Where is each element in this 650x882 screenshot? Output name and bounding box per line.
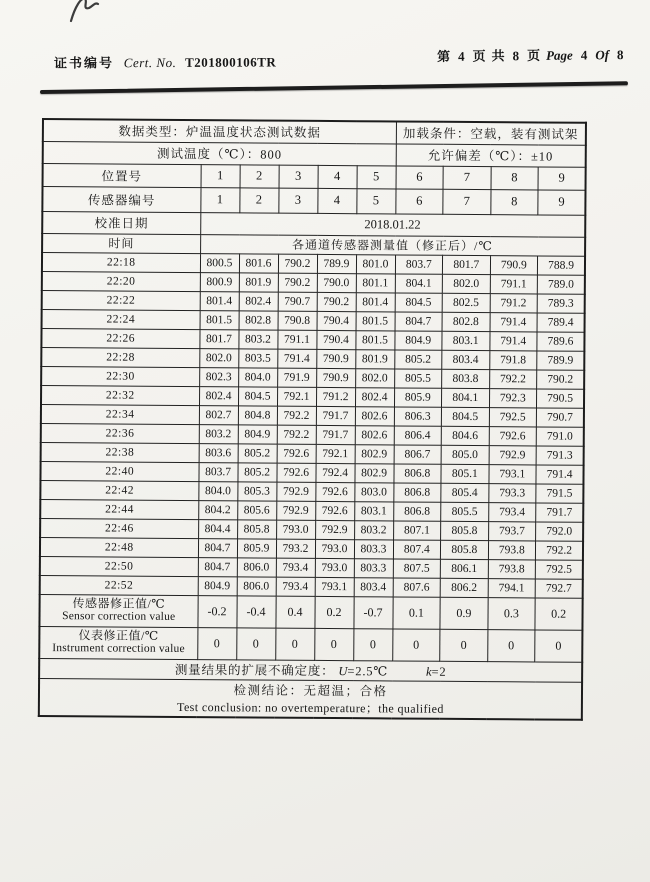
reading-cell: 806.7 — [394, 444, 442, 463]
time-cell: 22:30 — [41, 366, 199, 386]
instrument-correction-value-cell: 0 — [275, 628, 314, 660]
reading-cell: 791.9 — [277, 368, 316, 387]
reading-cell: 789.0 — [537, 274, 585, 293]
time-cell: 22:46 — [40, 518, 198, 538]
data-type-cell: 数据类型：炉温温度状态测试数据 — [43, 119, 396, 143]
reading-cell: 806.3 — [394, 406, 442, 425]
reading-cell: 805.3 — [237, 481, 276, 500]
reading-cell: 791.1 — [277, 330, 316, 349]
reading-cell: 804.1 — [442, 388, 490, 407]
reading-cell: 792.3 — [489, 388, 537, 407]
reading-cell: 802.4 — [239, 291, 278, 310]
sensor-correction-row — [39, 594, 582, 630]
conclusion-en: Test conclusion: no overtemperature；the qualified — [177, 700, 444, 717]
position-number-cell: 5 — [357, 165, 396, 188]
reading-cell: 801.5 — [355, 330, 394, 349]
instrument-correction-value-cell: 0 — [353, 628, 392, 660]
reading-cell: 802.7 — [199, 405, 238, 424]
reading-cell: 803.4 — [442, 350, 490, 369]
reading-cell: 806.8 — [394, 463, 442, 482]
reading-cell: 793.1 — [489, 464, 537, 483]
reading-cell: 805.6 — [237, 500, 276, 519]
conclusion-cell — [39, 678, 582, 720]
reading-cell: 790.2 — [278, 273, 317, 292]
reading-cell: 793.4 — [276, 577, 315, 596]
page-number-line — [433, 44, 628, 65]
reading-cell: 802.9 — [354, 463, 393, 482]
reading-cell: 792.4 — [315, 463, 354, 482]
reading-cell: 803.7 — [198, 462, 237, 481]
instrument-correction-label-zh: 仪表修正值/℃ — [78, 628, 159, 643]
reading-cell: 792.9 — [315, 520, 354, 539]
sensor-correction-label-en: Sensor correction value — [62, 610, 176, 624]
reading-cell: 801.7 — [199, 329, 238, 348]
reading-cell: 792.1 — [277, 387, 316, 406]
sensor-number-cell: 3 — [278, 188, 317, 213]
reading-cell: 804.5 — [441, 407, 489, 426]
position-number-cell: 7 — [443, 166, 491, 189]
reading-cell: 802.8 — [239, 310, 278, 329]
reading-cell: 806.0 — [237, 557, 276, 576]
position-number-cell: 2 — [240, 164, 279, 187]
reading-cell: 806.8 — [393, 482, 441, 501]
reading-cell: 804.7 — [198, 538, 237, 557]
uncertainty-k-value: =2 — [431, 664, 447, 679]
sensor-number-cell: 7 — [443, 189, 491, 214]
sensor-number-cell: 8 — [490, 189, 538, 214]
reading-cell: 803.3 — [354, 539, 393, 558]
time-cell: 22:48 — [40, 537, 198, 557]
reading-cell: 803.2 — [354, 520, 393, 539]
sensor-number-cell: 4 — [317, 188, 356, 213]
reading-cell: 805.5 — [394, 368, 442, 387]
reading-cell: 791.7 — [536, 502, 584, 521]
reading-cell: 801.7 — [442, 255, 490, 274]
reading-cell: 802.4 — [355, 387, 394, 406]
reading-cell: 790.0 — [317, 273, 356, 292]
reading-cell: 800.9 — [200, 272, 239, 291]
reading-cell: 792.2 — [489, 369, 537, 388]
time-cell: 22:34 — [41, 404, 199, 424]
page-number: 4 — [457, 48, 465, 64]
uncertainty-k-symbol: k — [425, 664, 432, 679]
header-divider — [40, 81, 628, 93]
instrument-correction-value-cell: 0 — [236, 627, 275, 659]
reading-cell: 803.4 — [354, 577, 393, 596]
page-word-en: Page — [545, 47, 573, 63]
sensor-correction-value-cell: -0.7 — [353, 596, 392, 628]
reading-cell: 789.9 — [537, 350, 585, 369]
reading-cell: 792.6 — [315, 482, 354, 501]
reading-cell: 793.3 — [488, 483, 536, 502]
sensor-correction-value-cell: -0.4 — [236, 595, 275, 627]
instrument-correction-value-cell: 0 — [487, 629, 535, 661]
reading-cell: 807.1 — [393, 520, 441, 539]
reading-cell: 790.7 — [536, 407, 584, 426]
sensor-number-cell: 6 — [395, 188, 443, 213]
reading-cell: 794.1 — [488, 578, 536, 597]
time-cell: 22:32 — [41, 385, 199, 405]
reading-cell: 791.8 — [489, 350, 537, 369]
position-label-cell: 位置号 — [43, 163, 201, 187]
readings-body — [40, 252, 585, 598]
reading-cell: 804.6 — [441, 426, 489, 445]
cert-number: T201800106TR — [185, 54, 277, 70]
reading-cell: 804.2 — [198, 500, 237, 519]
reading-cell: 805.8 — [441, 521, 489, 540]
page-word: 第 — [436, 48, 450, 64]
sensor-correction-label — [39, 594, 197, 627]
reading-cell: 804.5 — [395, 292, 443, 311]
reading-cell: 804.1 — [395, 273, 443, 292]
time-cell: 22:24 — [42, 309, 200, 329]
reading-cell: 801.5 — [200, 310, 239, 329]
reading-cell: 792.5 — [489, 407, 537, 426]
reading-cell: 805.2 — [237, 462, 276, 481]
reading-cell: 793.4 — [276, 558, 315, 577]
sensor-correction-value-cell: 0.2 — [535, 597, 583, 629]
reading-cell: 792.9 — [276, 482, 315, 501]
reading-cell: 802.0 — [199, 348, 238, 367]
time-cell: 22:52 — [40, 575, 198, 595]
reading-cell: 805.5 — [441, 502, 489, 521]
sensor-correction-value-cell: -0.2 — [197, 595, 236, 627]
reading-cell: 806.0 — [237, 576, 276, 595]
reading-cell: 805.8 — [440, 540, 488, 559]
reading-cell: 791.0 — [536, 426, 584, 445]
reading-cell: 803.8 — [442, 369, 490, 388]
reading-cell: 805.2 — [394, 349, 442, 368]
reading-cell: 790.5 — [537, 388, 585, 407]
reading-cell: 803.5 — [238, 348, 277, 367]
test-temp-cell: 测试温度（℃）：800 — [43, 141, 396, 165]
reading-cell: 790.2 — [278, 254, 317, 273]
reading-cell: 792.9 — [489, 445, 537, 464]
reading-cell: 807.5 — [393, 558, 441, 577]
sensor-correction-value-cell: 0.4 — [275, 596, 314, 628]
reading-cell: 805.8 — [237, 519, 276, 538]
reading-cell: 791.7 — [316, 406, 355, 425]
time-cell: 22:20 — [42, 271, 200, 291]
reading-cell: 806.8 — [393, 501, 441, 520]
reading-cell: 805.1 — [441, 464, 489, 483]
uncertainty-u-value: =2.5℃ — [347, 664, 389, 679]
time-cell: 22:40 — [40, 461, 198, 481]
reading-cell: 805.9 — [237, 538, 276, 557]
reading-cell: 802.0 — [442, 274, 490, 293]
reading-cell: 790.2 — [537, 369, 585, 388]
reading-cell: 791.1 — [490, 274, 538, 293]
time-cell: 22:22 — [42, 290, 200, 310]
reading-cell: 790.7 — [278, 292, 317, 311]
position-number-cell: 8 — [491, 166, 539, 189]
reading-cell: 791.3 — [536, 445, 584, 464]
reading-cell: 792.9 — [276, 501, 315, 520]
uncertainty-u-symbol: U — [338, 664, 348, 679]
page-word: 页 — [526, 47, 540, 64]
reading-cell: 792.6 — [489, 426, 537, 445]
instrument-correction-label-en: Instrument correction value — [52, 642, 185, 656]
sensor-number-cell: 2 — [239, 187, 278, 212]
time-cell: 22:44 — [40, 499, 198, 519]
handwritten-mark — [64, 0, 106, 23]
reading-cell: 793.8 — [488, 540, 536, 559]
reading-cell: 791.4 — [536, 464, 584, 483]
reading-cell: 806.2 — [440, 578, 488, 597]
reading-cell: 789.9 — [317, 254, 356, 273]
reading-cell: 793.4 — [488, 502, 536, 521]
reading-cell: 802.6 — [355, 425, 394, 444]
reading-cell: 791.4 — [489, 331, 537, 350]
reading-cell: 792.1 — [316, 444, 355, 463]
conclusion-zh: 检测结论：无超温；合格 — [233, 683, 388, 699]
page-number-en: 4 — [580, 47, 587, 63]
instrument-correction-value-cell: 0 — [392, 628, 440, 660]
reading-cell: 804.9 — [394, 330, 442, 349]
reading-cell: 792.6 — [277, 444, 316, 463]
reading-cell: 792.2 — [277, 406, 316, 425]
reading-cell: 793.1 — [315, 577, 354, 596]
reading-cell: 803.1 — [442, 331, 490, 350]
sensor-number-row — [42, 186, 585, 215]
position-number-cell: 4 — [318, 165, 357, 188]
reading-cell: 790.9 — [490, 255, 538, 274]
reading-cell: 791.2 — [316, 387, 355, 406]
sensor-number-cell: 1 — [200, 187, 239, 212]
reading-cell: 801.9 — [355, 349, 394, 368]
conclusion-row — [39, 678, 582, 720]
reading-cell: 805.9 — [394, 387, 442, 406]
reading-cell: 803.0 — [354, 482, 393, 501]
reading-cell: 801.5 — [356, 311, 395, 330]
time-cell: 22:18 — [42, 252, 200, 272]
time-cell: 22:28 — [41, 347, 199, 367]
time-cell: 22:50 — [40, 556, 198, 576]
reading-cell: 800.5 — [200, 253, 239, 272]
cert-label-zh: 证书编号 — [53, 55, 115, 71]
cert-number-line — [54, 51, 276, 71]
reading-cell: 803.6 — [199, 443, 238, 462]
position-number-cell: 3 — [279, 165, 318, 188]
test-data-table — [38, 118, 587, 721]
reading-cell: 791.2 — [490, 293, 538, 312]
sensor-correction-value-cell: 0.2 — [314, 596, 353, 628]
sensor-number-cell: 9 — [538, 189, 586, 214]
time-cell: 22:38 — [41, 442, 199, 462]
reading-cell: 802.5 — [442, 293, 490, 312]
position-number-cell: 9 — [538, 166, 586, 189]
cal-date-value-cell: 2018.01.22 — [200, 212, 585, 237]
reading-cell: 790.4 — [316, 330, 355, 349]
reading-cell: 788.9 — [537, 255, 585, 274]
reading-cell: 793.0 — [315, 558, 354, 577]
reading-cell: 792.5 — [535, 559, 583, 578]
page-word: 页 — [471, 48, 486, 64]
instrument-correction-value-cell: 0 — [535, 629, 583, 661]
channel-header-cell: 各通道传感器测量值（修正后）/℃ — [200, 234, 585, 256]
instrument-correction-value-cell: 0 — [440, 629, 488, 661]
reading-cell: 805.4 — [441, 483, 489, 502]
page-total: 8 — [511, 48, 519, 64]
reading-cell: 801.4 — [200, 291, 239, 310]
reading-cell: 803.1 — [354, 501, 393, 520]
reading-cell: 804.7 — [395, 311, 443, 330]
reading-cell: 801.1 — [356, 273, 395, 292]
sensor-number-cell: 5 — [356, 188, 395, 213]
time-cell: 22:26 — [41, 328, 199, 348]
sensor-correction-value-cell: 0.9 — [440, 597, 488, 629]
reading-cell: 789.3 — [537, 293, 585, 312]
reading-cell: 802.4 — [199, 386, 238, 405]
reading-cell: 805.2 — [238, 443, 277, 462]
sensor-no-label-cell: 传感器编号 — [42, 186, 200, 212]
reading-cell: 803.3 — [354, 558, 393, 577]
reading-cell: 804.9 — [198, 576, 237, 595]
reading-cell: 793.2 — [276, 539, 315, 558]
page-total-en: 8 — [616, 47, 624, 63]
time-label-cell: 时间 — [42, 233, 200, 253]
reading-cell: 792.7 — [535, 578, 583, 597]
reading-cell: 807.6 — [393, 577, 441, 596]
uncertainty-label: 测量结果的扩展不确定度： — [174, 662, 335, 679]
reading-cell: 793.0 — [276, 520, 315, 539]
reading-cell: 792.0 — [536, 521, 584, 540]
reading-cell: 803.2 — [238, 329, 277, 348]
reading-cell: 803.2 — [199, 424, 238, 443]
sensor-correction-label-zh: 传感器修正值/℃ — [72, 596, 166, 611]
reading-cell: 791.4 — [490, 312, 538, 331]
reading-cell: 793.7 — [488, 521, 536, 540]
position-number-cell: 1 — [201, 164, 240, 187]
time-cell: 22:36 — [41, 423, 199, 443]
reading-cell: 793.8 — [488, 559, 536, 578]
sensor-correction-value-cell: 0.3 — [487, 597, 535, 629]
reading-cell: 790.9 — [316, 368, 355, 387]
reading-cell: 806.4 — [394, 425, 442, 444]
reading-cell: 801.4 — [356, 292, 395, 311]
position-number-cell: 6 — [396, 165, 444, 188]
reading-cell: 804.5 — [238, 386, 277, 405]
reading-cell: 802.8 — [442, 312, 490, 331]
load-condition-cell: 加载条件：空载，装有测试架 — [396, 121, 586, 144]
instrument-correction-value-cell: 0 — [197, 627, 236, 659]
reading-cell: 790.9 — [316, 349, 355, 368]
instrument-correction-label — [39, 626, 197, 659]
reading-cell: 792.6 — [315, 501, 354, 520]
reading-cell: 791.7 — [316, 425, 355, 444]
reading-cell: 804.7 — [198, 557, 237, 576]
reading-cell: 802.0 — [355, 368, 394, 387]
reading-cell: 802.3 — [199, 367, 238, 386]
reading-cell: 804.0 — [238, 367, 277, 386]
reading-cell: 790.4 — [317, 311, 356, 330]
reading-cell: 807.4 — [393, 539, 441, 558]
reading-cell: 806.1 — [440, 559, 488, 578]
sensor-correction-value-cell: 0.1 — [392, 596, 440, 628]
reading-cell: 802.9 — [355, 444, 394, 463]
cal-date-label-cell: 校准日期 — [42, 211, 200, 234]
reading-cell: 792.2 — [277, 425, 316, 444]
reading-cell: 790.8 — [278, 311, 317, 330]
reading-cell: 790.2 — [317, 292, 356, 311]
instrument-correction-value-cell: 0 — [314, 628, 353, 660]
reading-cell: 803.7 — [395, 254, 443, 273]
instrument-correction-row — [39, 626, 582, 662]
reading-cell: 804.4 — [198, 519, 237, 538]
reading-cell: 801.0 — [356, 254, 395, 273]
reading-cell: 789.6 — [537, 331, 585, 350]
reading-cell: 801.9 — [239, 272, 278, 291]
page-word: 共 — [490, 48, 505, 64]
page-word-en: Of — [594, 47, 609, 63]
document-header — [53, 47, 628, 71]
reading-cell: 791.5 — [536, 483, 584, 502]
reading-cell: 804.8 — [238, 405, 277, 424]
reading-cell: 804.9 — [238, 424, 277, 443]
reading-cell: 792.6 — [276, 463, 315, 482]
allowed-deviation-cell: 允许偏差（℃）：±10 — [396, 143, 586, 166]
cert-label-en: Cert. No. — [123, 54, 177, 71]
time-cell: 22:42 — [40, 480, 198, 500]
reading-cell: 789.4 — [537, 312, 585, 331]
reading-cell: 793.0 — [315, 539, 354, 558]
reading-cell: 792.2 — [535, 540, 583, 559]
reading-cell: 804.0 — [198, 481, 237, 500]
reading-cell: 805.0 — [441, 445, 489, 464]
reading-cell: 802.6 — [355, 406, 394, 425]
reading-cell: 791.4 — [277, 349, 316, 368]
reading-cell: 801.6 — [239, 253, 278, 272]
